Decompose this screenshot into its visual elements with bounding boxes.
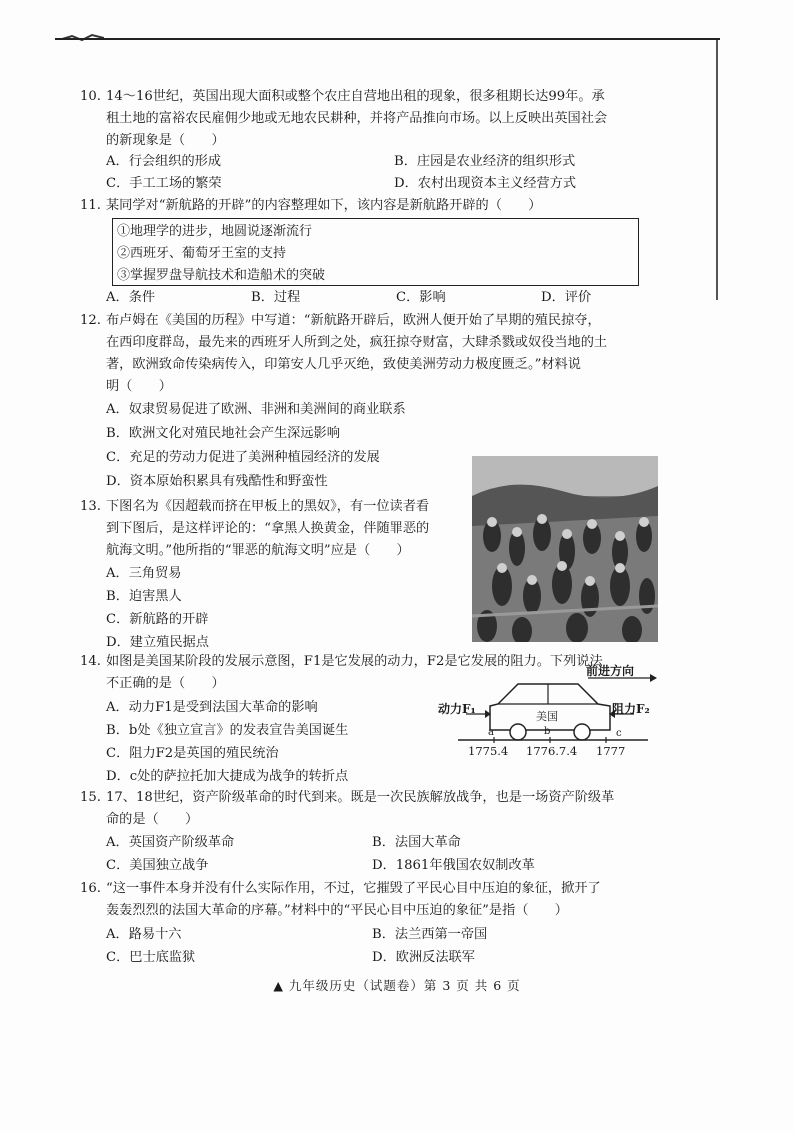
option-a[interactable]: A．三角贸易 — [106, 566, 182, 581]
force-f2-label: 阻力F₂ — [612, 702, 650, 716]
option-d[interactable]: D．c处的萨拉托加大捷成为战争的转折点 — [106, 769, 349, 784]
question-number: 12. — [80, 313, 101, 328]
question-number: 16. — [80, 881, 101, 896]
option-d[interactable]: D．建立殖民据点 — [106, 635, 209, 650]
option-d[interactable]: D．欧洲反法联军 — [372, 950, 475, 965]
option-c[interactable]: C．阻力F2是英国的殖民统治 — [106, 746, 279, 761]
question-15 — [80, 787, 670, 831]
option-c[interactable]: C．巴士底监狱 — [106, 950, 196, 965]
question-text: 轰轰烈烈的法国大革命的序幕。”材料中的“平民心目中压迫的象征”是指（ ） — [106, 903, 568, 918]
question-16 — [80, 878, 670, 922]
option-c[interactable]: C．影响 — [396, 290, 446, 305]
question-text: 17、18世纪，资产阶级革命的时代到来。既是一次民族解放战争，也是一场资产阶级革 — [106, 790, 615, 805]
option-c[interactable]: C．充足的劳动力促进了美洲种植园经济的发展 — [106, 450, 380, 465]
page-footer: ▲ 九年级历史（试题卷）第 3 页 共 6 页 — [273, 978, 521, 993]
option-b[interactable]: B．法兰西第一帝国 — [372, 927, 488, 942]
question-10 — [80, 86, 670, 152]
question-text: 下图名为《因超载而挤在甲板上的黑奴》，有一位读者看 — [106, 499, 430, 514]
question-12 — [80, 310, 670, 398]
option-b[interactable]: B．法国大革命 — [372, 835, 461, 850]
direction-label: 前进方向 — [586, 664, 635, 678]
year-label: 1777 — [596, 744, 626, 758]
question-text: “这一事件本身并没有什么实际作用，不过，它摧毁了平民心目中压迫的象征，掀开了 — [106, 881, 601, 896]
option-c[interactable]: C．美国独立战争 — [106, 858, 209, 873]
question-number: 15. — [80, 790, 101, 805]
year-label: 1775.4 — [468, 744, 509, 758]
content-box — [112, 218, 639, 286]
point-c-label: c — [616, 728, 622, 739]
question-text: 某同学对“新航路的开辟”的内容整理如下，该内容是新航路开辟的（ ） — [106, 198, 542, 213]
question-number: 13. — [80, 499, 101, 514]
box-line: ③掌握罗盘导航技术和造船术的突破 — [117, 268, 326, 283]
option-c[interactable]: C．手工工场的繁荣 — [106, 176, 222, 191]
option-a[interactable]: A．路易十六 — [106, 927, 182, 942]
question-text: 航海文明。”他所指的“罪恶的航海文明”应是（ ） — [106, 543, 410, 558]
option-d[interactable]: D．农村出现资本主义经营方式 — [394, 176, 577, 191]
question-text: 明（ ） — [106, 379, 172, 394]
question-text: 命的是（ ） — [106, 812, 199, 827]
question-number: 10. — [80, 89, 101, 104]
header-rule — [55, 38, 720, 40]
option-a[interactable]: A．英国资产阶级革命 — [106, 835, 235, 850]
option-a[interactable]: A．条件 — [106, 290, 156, 305]
question-number: 11. — [80, 198, 101, 213]
option-b[interactable]: B．b处《独立宣言》的发表宣告美国诞生 — [106, 723, 349, 738]
question-text: 在西印度群岛，最先来的西班牙人所到之处，疯狂掠夺财富，大肆杀戮或奴役当地的土 — [106, 335, 608, 350]
question-text: 的新现象是（ ） — [106, 133, 225, 148]
option-a[interactable]: A．奴隶贸易促进了欧洲、非洲和美洲间的商业联系 — [106, 402, 406, 417]
option-d[interactable]: D．评价 — [541, 290, 592, 305]
question-text: 如图是美国某阶段的发展示意图，F1是它发展的动力，F2是它发展的阻力。下列说法 — [106, 654, 603, 669]
option-a[interactable]: A．动力F1是受到法国大革命的影响 — [106, 700, 318, 715]
point-a-label: a — [488, 727, 494, 738]
question-number: 14. — [80, 654, 101, 669]
option-a[interactable]: A．行会组织的形成 — [106, 154, 222, 169]
margin-rule — [716, 40, 718, 300]
question-11 — [80, 195, 670, 217]
question-text: 布卢姆在《美国的历程》中写道：“新航路开辟后，欧洲人便开始了早期的殖民掠夺， — [106, 313, 601, 328]
slave-ship-photo — [472, 456, 658, 642]
option-d[interactable]: D．资本原始积累具有残酷性和野蛮性 — [106, 474, 328, 489]
option-b[interactable]: B．迫害黑人 — [106, 589, 182, 604]
year-label: 1776.7.4 — [526, 744, 578, 758]
option-c[interactable]: C．新航路的开辟 — [106, 612, 209, 627]
option-b[interactable]: B．庄园是农业经济的组织形式 — [394, 154, 576, 169]
car-label: 美国 — [536, 710, 558, 723]
point-b-label: b — [544, 726, 551, 737]
scan-smudge — [62, 28, 104, 38]
option-d[interactable]: D．1861年俄国农奴制改革 — [372, 858, 535, 873]
option-b[interactable]: B．过程 — [251, 290, 301, 305]
question-text: 著，欧洲致命传染病传入，印第安人几乎灭绝，致使美洲劳动力极度匮乏。”材料说 — [106, 357, 581, 372]
question-text: 14～16世纪，英国出现大面积或整个农庄自营地出租的现象，很多租期长达99年。承 — [106, 89, 605, 104]
box-line: ①地理学的进步，地圆说逐渐流行 — [117, 224, 313, 239]
question-13 — [80, 496, 470, 562]
box-line: ②西班牙、葡萄牙王室的支持 — [117, 246, 287, 261]
question-text: 到下图后，是这样评论的：“拿黑人换黄金，伴随罪恶的 — [106, 521, 430, 536]
question-text: 租土地的富裕农民雇佣少地或无地农民耕种，并将产品推向市场。以上反映出英国社会 — [106, 111, 608, 126]
car-diagram — [438, 664, 660, 764]
question-text: 不正确的是（ ） — [106, 676, 225, 691]
option-b[interactable]: B．欧洲文化对殖民地社会产生深远影响 — [106, 426, 340, 441]
force-f1-label: 动力F₁ — [438, 702, 476, 716]
